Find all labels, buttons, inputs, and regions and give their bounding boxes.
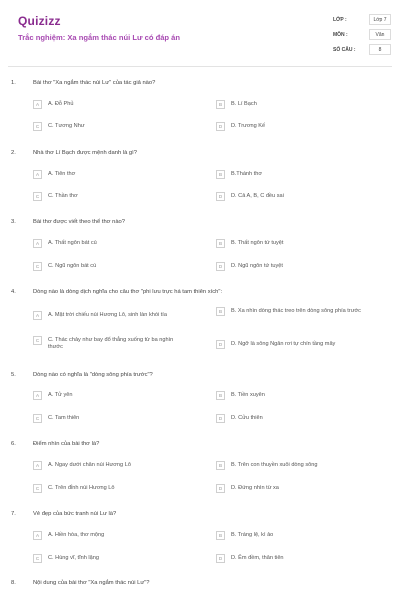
option-letter-box: B bbox=[216, 531, 225, 540]
option-a[interactable] bbox=[33, 531, 183, 540]
meta-grade-label: LỚP : bbox=[333, 17, 347, 23]
meta-subject-label: MÔN : bbox=[333, 32, 348, 38]
option-letter-box: B bbox=[216, 100, 225, 109]
option-letter-box: B bbox=[216, 391, 225, 400]
option-a[interactable] bbox=[33, 391, 183, 400]
option-letter-box: D bbox=[216, 122, 225, 131]
option-text: C. Thác chảy như bay đổ thẳng xuống từ ba nghìn thước bbox=[48, 337, 174, 350]
option-letter-box: C bbox=[33, 336, 42, 345]
option-text: B.Thánh thơ bbox=[231, 171, 263, 177]
option-letter-box: C bbox=[33, 414, 42, 423]
option-letter-box: B bbox=[216, 239, 225, 248]
option-c[interactable] bbox=[33, 554, 183, 563]
option-a[interactable] bbox=[33, 239, 183, 248]
option-letter-box: A bbox=[33, 239, 42, 248]
question-text: Dòng nào có nghĩa là "dòng sông phía trước"? bbox=[33, 372, 153, 378]
option-text: A. Thất ngôn bát cú bbox=[48, 240, 97, 246]
option-c[interactable] bbox=[33, 262, 183, 271]
question-number: 2. bbox=[11, 150, 16, 156]
question-number: 7. bbox=[11, 511, 16, 517]
option-text: C. Thần thơ bbox=[48, 193, 78, 199]
option-text: D. Trương Kế bbox=[231, 123, 266, 129]
option-text: D. Ngũ ngôn tứ tuyệt bbox=[231, 263, 283, 269]
option-text: D. Êm đềm, thân tiên bbox=[231, 555, 284, 561]
option-text: C. Hùng vĩ, tĩnh lặng bbox=[48, 555, 99, 561]
option-letter-box: B bbox=[216, 461, 225, 470]
option-c[interactable] bbox=[33, 336, 183, 351]
option-letter-box: D bbox=[216, 340, 225, 349]
option-text: B. Tiền xuyên bbox=[231, 392, 265, 398]
option-d[interactable] bbox=[216, 192, 388, 201]
option-letter-box: C bbox=[33, 262, 42, 271]
option-text: C. Tương Như bbox=[48, 123, 85, 129]
meta-count-label: SỐ CÂU : bbox=[333, 47, 356, 53]
question-text: Nội dung của bài thơ "Xa ngắm thác núi Lư"? bbox=[33, 580, 150, 586]
option-a[interactable] bbox=[33, 311, 183, 320]
option-text: A. Đỗ Phủ bbox=[48, 101, 74, 107]
option-d[interactable] bbox=[216, 484, 388, 493]
option-text: A. Hiền hòa, thơ mộng bbox=[48, 532, 105, 538]
option-letter-box: D bbox=[216, 554, 225, 563]
option-text: A. Tử yên bbox=[48, 392, 73, 398]
option-b[interactable] bbox=[216, 239, 388, 248]
option-b[interactable] bbox=[216, 100, 388, 109]
option-letter-box: C bbox=[33, 122, 42, 131]
option-d[interactable] bbox=[216, 414, 388, 423]
option-letter-box: B bbox=[216, 170, 225, 179]
option-text: A. Ngay dưới chân núi Hương Lô bbox=[48, 462, 131, 468]
option-text: D. Ngỡ là sông Ngân rơi tự chín tầng mây bbox=[231, 341, 336, 347]
question-number: 5. bbox=[11, 372, 16, 378]
option-letter-box: D bbox=[216, 262, 225, 271]
option-b[interactable] bbox=[216, 307, 388, 316]
option-c[interactable] bbox=[33, 484, 183, 493]
option-b[interactable] bbox=[216, 170, 388, 179]
option-a[interactable] bbox=[33, 461, 183, 470]
quizizz-logo: Quizizz bbox=[18, 14, 61, 28]
option-letter-box: D bbox=[216, 192, 225, 201]
meta-subject-value: Văn bbox=[369, 29, 391, 40]
question-number: 1. bbox=[11, 80, 16, 86]
question-number: 3. bbox=[11, 219, 16, 225]
option-letter-box: B bbox=[216, 307, 225, 316]
question-text: Vẻ đẹp của bức tranh núi Lư là? bbox=[33, 511, 117, 517]
option-text: A. Mặt trời chiếu núi Hương Lô, sinh làn khói tía bbox=[48, 312, 167, 318]
question-text: Bài thơ được viết theo thể thơ nào? bbox=[33, 219, 125, 225]
option-a[interactable] bbox=[33, 100, 183, 109]
question-text: Bài thơ "Xa ngắm thác núi Lư" của tác giả nào? bbox=[33, 80, 156, 86]
option-letter-box: A bbox=[33, 391, 42, 400]
option-d[interactable] bbox=[216, 262, 388, 271]
option-text: D. Đứng nhìn từ xa bbox=[231, 485, 279, 491]
option-c[interactable] bbox=[33, 414, 183, 423]
quiz-title: Trắc nghiệm: Xa ngắm thác núi Lư có đáp án bbox=[18, 33, 181, 42]
option-text: C. Tam thiên bbox=[48, 415, 80, 421]
option-letter-box: A bbox=[33, 461, 42, 470]
option-text: C. Ngũ ngôn bát cú bbox=[48, 263, 97, 269]
option-d[interactable] bbox=[216, 340, 388, 349]
option-letter-box: A bbox=[33, 100, 42, 109]
header-divider bbox=[8, 66, 392, 67]
option-letter-box: C bbox=[33, 484, 42, 493]
option-letter-box: A bbox=[33, 531, 42, 540]
option-text: B. Tráng lệ, kì ảo bbox=[231, 532, 274, 538]
option-letter-box: C bbox=[33, 192, 42, 201]
option-text: B. Trên con thuyền xuôi dòng sông bbox=[231, 462, 318, 468]
option-letter-box: A bbox=[33, 170, 42, 179]
option-letter-box: D bbox=[216, 414, 225, 423]
option-b[interactable] bbox=[216, 391, 388, 400]
option-text: B. Lí Bạch bbox=[231, 101, 257, 107]
question-number: 8. bbox=[11, 580, 16, 586]
meta-grade bbox=[333, 14, 391, 27]
meta-count-value: 8 bbox=[369, 44, 391, 55]
option-text: A. Tiên thơ bbox=[48, 171, 76, 177]
question-text: Dòng nào là dòng dịch nghĩa cho câu thơ "phi lưu trực há tam thiên xích": bbox=[33, 289, 223, 295]
option-text: B. Thất ngôn tứ tuyệt bbox=[231, 240, 284, 246]
option-letter-box: A bbox=[33, 311, 42, 320]
option-text: D. Cửu thiên bbox=[231, 415, 263, 421]
option-b[interactable] bbox=[216, 531, 388, 540]
option-text: D. Cả A, B, C đều sai bbox=[231, 193, 284, 199]
option-d[interactable] bbox=[216, 554, 388, 563]
meta-subject bbox=[333, 29, 391, 42]
question-number: 6. bbox=[11, 441, 16, 447]
option-b[interactable] bbox=[216, 461, 388, 470]
option-letter-box: C bbox=[33, 554, 42, 563]
meta-grade-value: Lớp 7 bbox=[369, 14, 391, 25]
page-header bbox=[0, 0, 400, 66]
option-c[interactable] bbox=[33, 122, 183, 131]
meta-count bbox=[333, 44, 391, 57]
question-number: 4. bbox=[11, 289, 16, 295]
option-d[interactable] bbox=[216, 122, 388, 131]
option-letter-box: D bbox=[216, 484, 225, 493]
option-c[interactable] bbox=[33, 192, 183, 201]
option-a[interactable] bbox=[33, 170, 183, 179]
question-text: Điểm nhìn của bài thơ là? bbox=[33, 441, 100, 447]
option-text: C. Trên đỉnh núi Hương Lô bbox=[48, 485, 115, 491]
option-text: B. Xa nhìn dòng thác treo trên dòng sông phía trước bbox=[231, 308, 361, 314]
question-text: Nhà thơ Lí Bạch được mệnh danh là gì? bbox=[33, 150, 137, 156]
